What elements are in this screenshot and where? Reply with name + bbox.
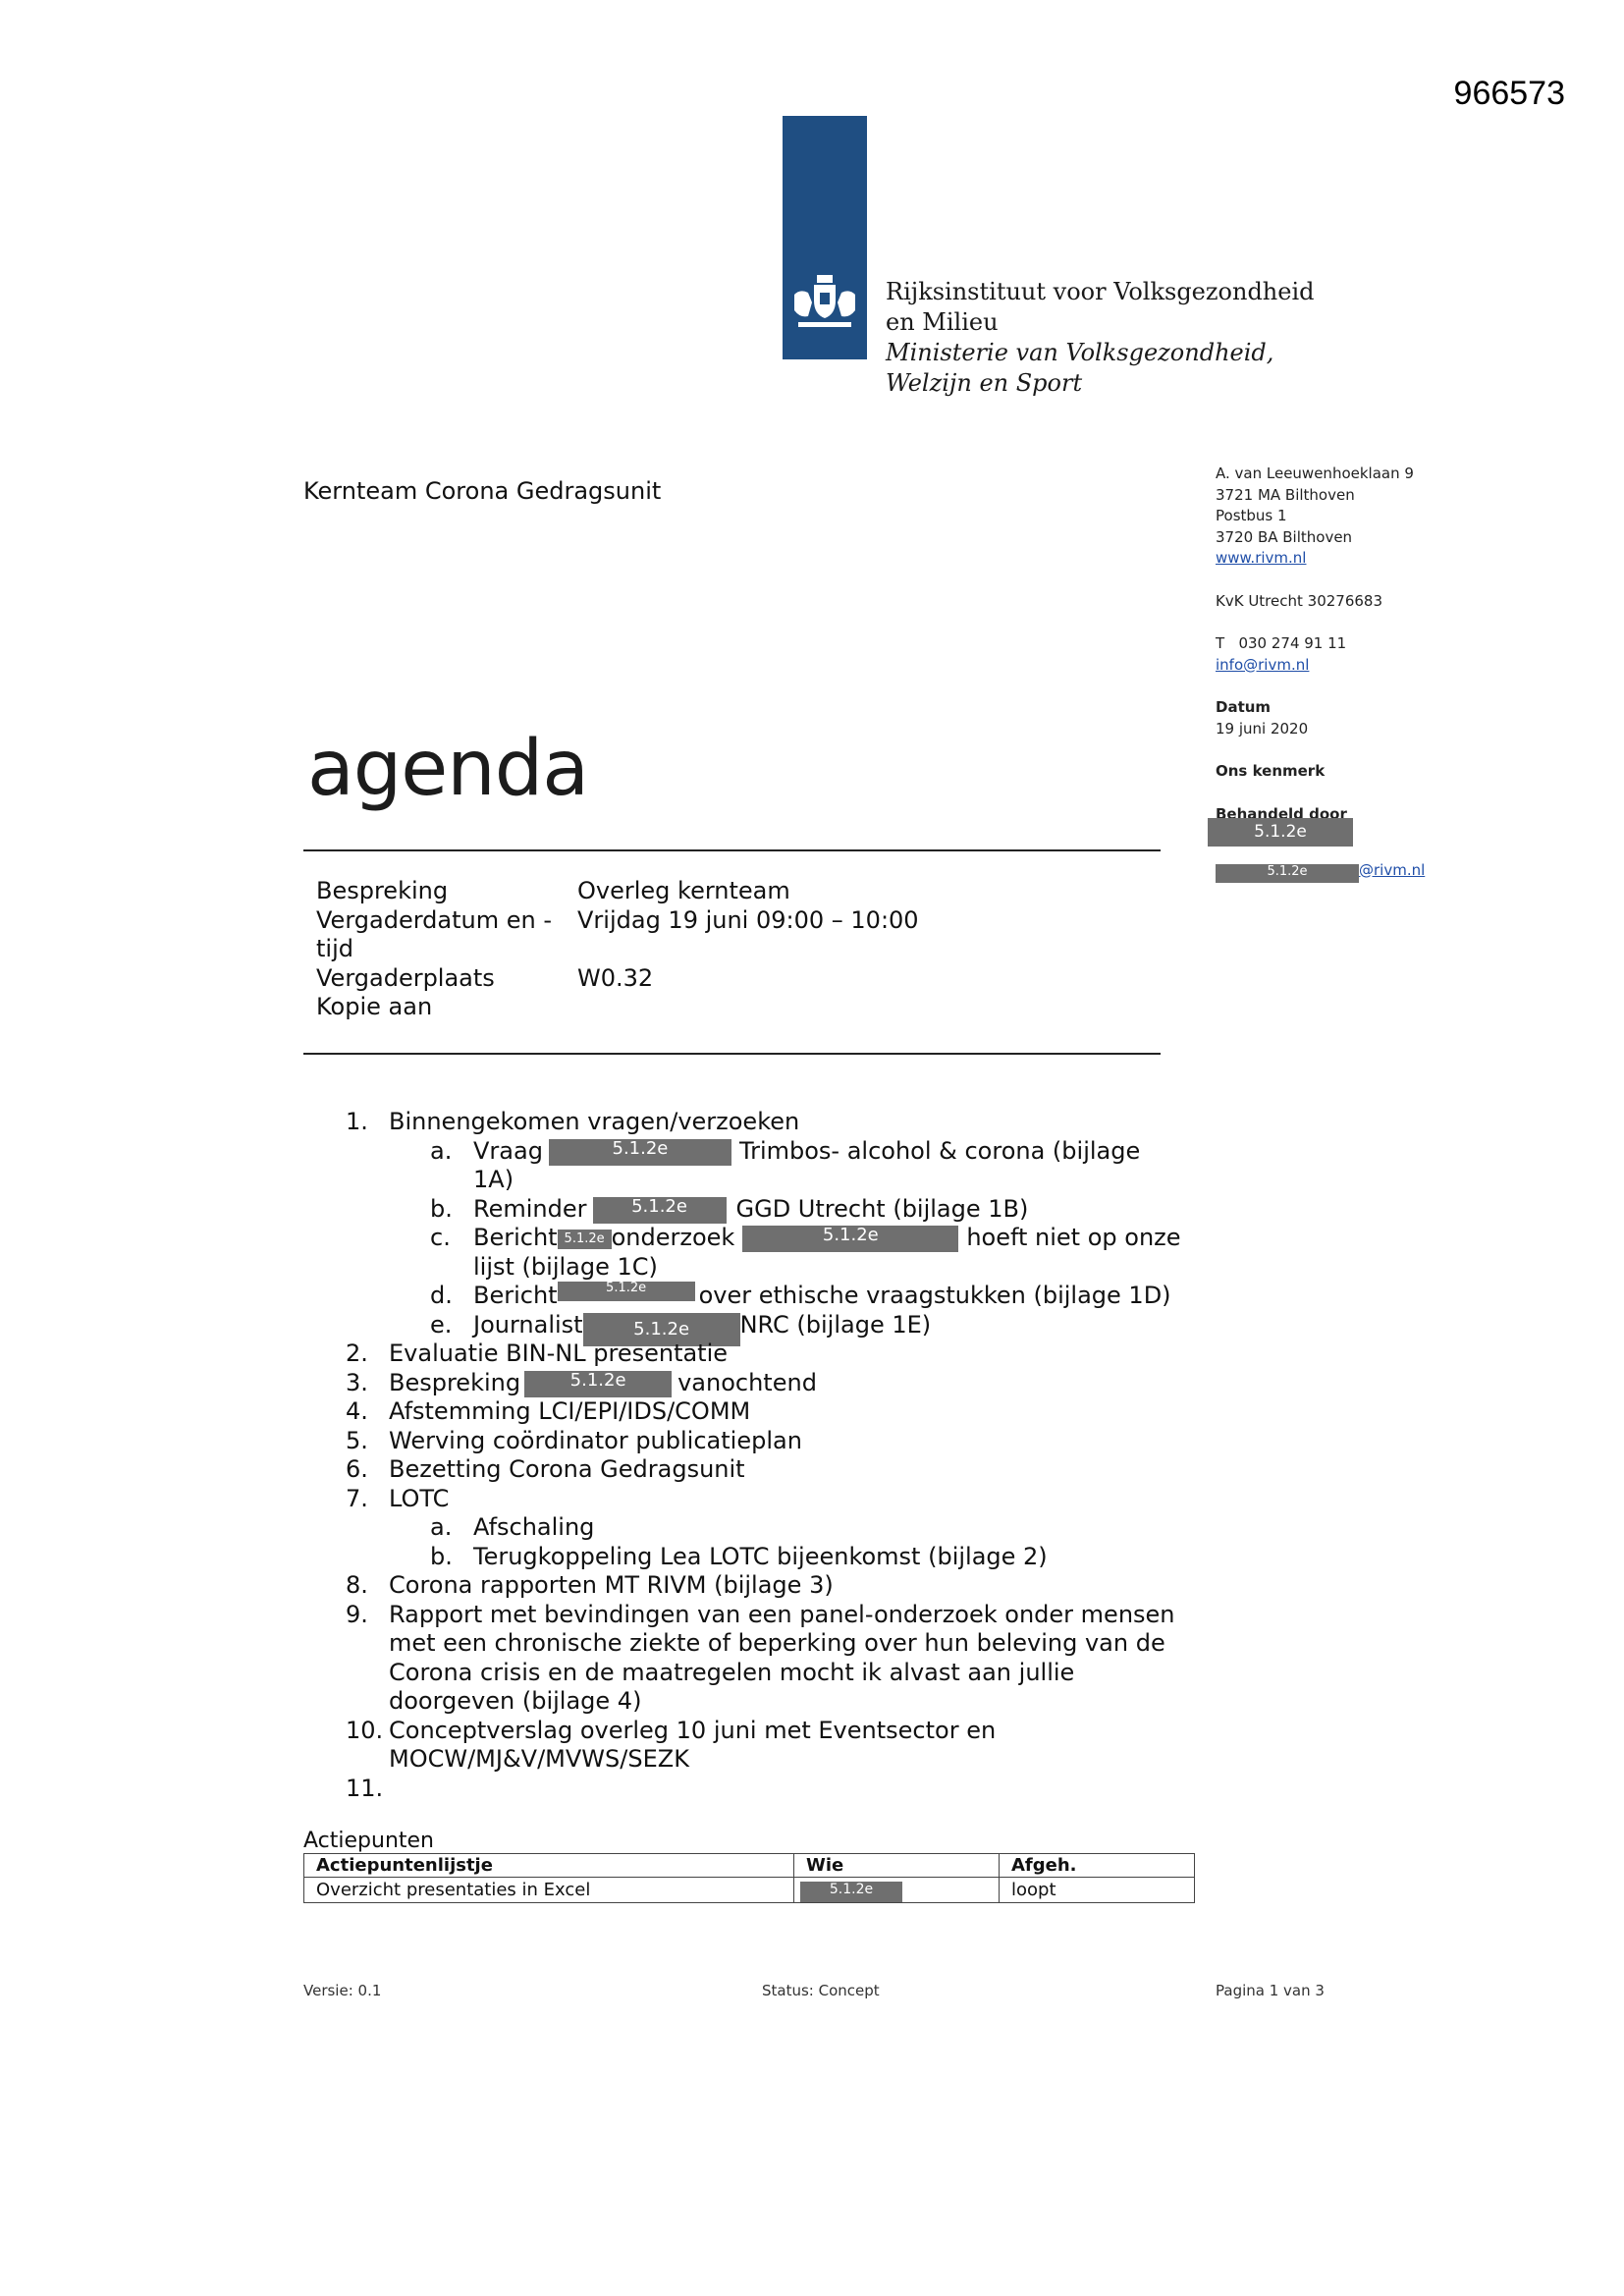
meeting-value: W0.32: [577, 963, 654, 992]
document-title: agenda: [307, 725, 589, 813]
footer-version: Versie: 0.1: [303, 1982, 382, 1999]
redaction-box: 5.1.2e: [800, 1882, 902, 1902]
handled-by-label: Behandeld door: [1216, 804, 1347, 818]
table-header-row: [304, 1854, 1195, 1878]
actions-table: [303, 1853, 1195, 1903]
meeting-label: Kopie aan: [316, 993, 433, 1020]
meeting-value: Vrijdag 19 juni 09:00 – 10:00: [577, 905, 919, 934]
org-line4: Welzijn en Sport: [886, 369, 1083, 397]
redaction-box: 5.1.2e: [583, 1313, 740, 1346]
table-row: [304, 1878, 1195, 1903]
rijksoverheid-logo: [783, 116, 867, 359]
redaction-box: 5.1.2e: [1216, 864, 1359, 883]
sidebar-contact: [1216, 464, 1425, 883]
email-link[interactable]: info@rivm.nl: [1216, 655, 1310, 674]
meeting-label: tijd: [316, 935, 353, 962]
website-link[interactable]: www.rivm.nl: [1216, 549, 1307, 567]
divider: [303, 849, 1161, 851]
meeting-details: [316, 877, 919, 1022]
table-cell: loopt: [1000, 1878, 1195, 1903]
email-suffix[interactable]: @rivm.nl: [1359, 860, 1426, 879]
document-number: 966573: [1453, 75, 1565, 112]
table-cell: [794, 1878, 1000, 1903]
divider: [303, 1053, 1161, 1055]
table-cell: Overzicht presentaties in Excel: [304, 1878, 794, 1903]
coat-of-arms-icon: [790, 271, 859, 332]
address-line: Postbus 1: [1216, 507, 1287, 524]
address-line: 3721 MA Bilthoven: [1216, 485, 1355, 504]
kvk-number: KvK Utrecht 30276683: [1216, 591, 1382, 610]
org-line1: Rijksinstituut voor Volksgezondheid: [886, 278, 1315, 305]
unit-title: Kernteam Corona Gedragsunit: [303, 477, 662, 505]
meeting-label: Vergaderplaats: [316, 963, 495, 992]
meeting-label: Bespreking: [316, 877, 449, 904]
redaction-box: 5.1.2e: [558, 1230, 612, 1249]
date-label: Datum: [1216, 698, 1272, 716]
address-line: A. van Leeuwenhoeklaan 9: [1216, 465, 1414, 482]
address-line: 3720 BA Bilthoven: [1216, 527, 1353, 546]
redaction-box: 5.1.2e: [742, 1226, 958, 1252]
redaction-box: 5.1.2e: [524, 1371, 672, 1397]
redaction-box: 5.1.2e: [593, 1197, 727, 1224]
redaction-box: 5.1.2e: [1208, 818, 1353, 847]
table-header: Wie: [794, 1854, 1000, 1878]
table-header: Afgeh.: [1000, 1854, 1195, 1878]
redaction-box: 5.1.2e: [558, 1282, 695, 1301]
org-line2: en Milieu: [886, 308, 999, 336]
date-value: 19 juni 2020: [1216, 719, 1309, 738]
meeting-value: Overleg kernteam: [577, 877, 790, 904]
footer-page: Pagina 1 van 3: [1216, 1982, 1325, 1999]
footer-status: Status: Concept: [762, 1982, 880, 1999]
meeting-label: Vergaderdatum en -: [316, 905, 552, 934]
phone-number: T 030 274 91 11: [1216, 634, 1347, 652]
reference-label: Ons kenmerk: [1216, 762, 1326, 780]
actions-title: Actiepunten: [303, 1829, 434, 1853]
org-line3: Ministerie van Volksgezondheid,: [886, 339, 1274, 366]
redaction-box: 5.1.2e: [549, 1139, 731, 1166]
table-header: Actiepuntenlijstje: [304, 1854, 794, 1878]
organization-name: [886, 277, 1315, 399]
